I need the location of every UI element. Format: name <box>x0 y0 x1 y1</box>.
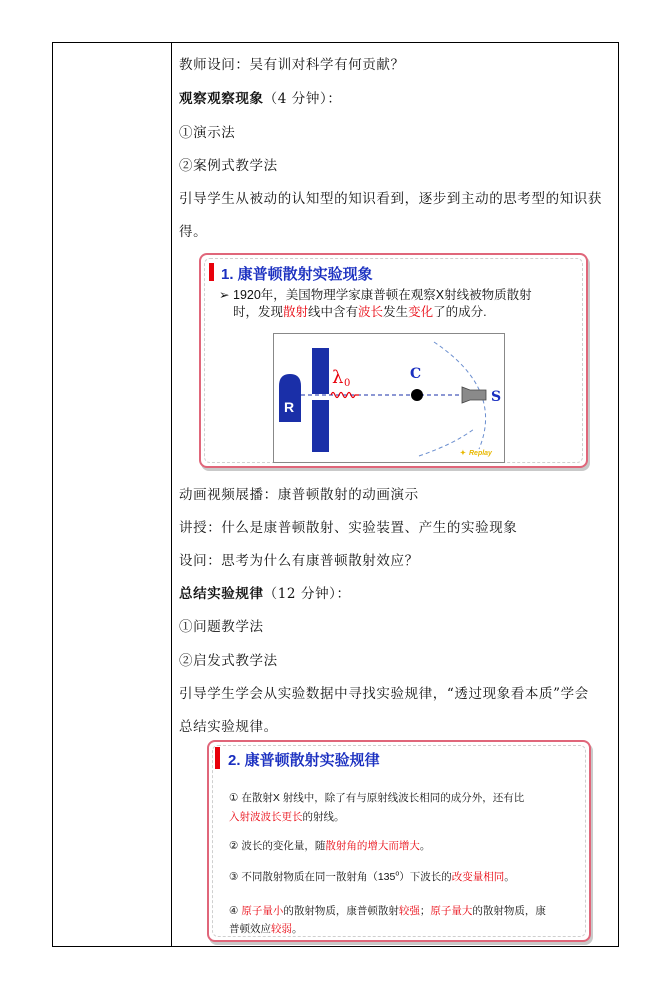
text-line: 讲授：什么是康普顿散射、实验装置、产生的实验现象 <box>179 520 518 536</box>
lambda-label: λ <box>332 367 344 388</box>
heading-bold: 观察观察现象 <box>179 91 264 107</box>
compton-diagram <box>273 333 505 463</box>
slide-title: 1. 康普顿散射实验现象 <box>221 266 373 283</box>
rule-4-line-2: 普顿效应较弱。 <box>229 923 303 935</box>
rule-4-line-1: ④ 原子量小的散射物质，康普顿散射较强；原子量大的散射物质，康 <box>229 905 546 917</box>
rule-1-line-1: ① 在散射X 射线中，除了有与原射线波长相同的成分外，还有比 <box>229 792 525 804</box>
rule-3: ③ 不同散射物质在同一散射角（135$^o$）下波长的改变量相同。 <box>229 870 515 883</box>
slide-compton-phenomenon <box>199 253 588 468</box>
replay-button[interactable]: Replay <box>469 450 492 457</box>
slit-lower <box>312 400 329 452</box>
text-line: ①问题教学法 <box>179 619 264 635</box>
scatterer-label: C <box>410 366 422 382</box>
text-line: ①演示法 <box>179 125 236 141</box>
section-heading <box>179 582 351 602</box>
bullet-marker: ➢ <box>219 288 230 302</box>
slide-compton-rules <box>207 740 591 942</box>
replay-star-icon[interactable]: ✦ <box>460 450 466 457</box>
compton-apparatus-svg <box>274 334 504 462</box>
title-marker <box>215 747 220 769</box>
lesson-table <box>52 42 619 947</box>
text-line: ②启发式教学法 <box>179 653 278 669</box>
text-line: 引导学生学会从实验数据中寻找实验规律，“透过现象看本质”学会 <box>179 686 589 702</box>
lambda-subscript: 0 <box>344 378 351 389</box>
heading-time: （12 分钟）： <box>263 586 351 602</box>
text-line: 总结实验规律。 <box>179 719 278 735</box>
text-line: 得。 <box>179 224 208 240</box>
text-line: 设问：思考为什么有康普顿散射效应？ <box>179 553 419 569</box>
bullet-line-1: 1920年，美国物理学家康普顿在观察X射线被物质散射 <box>233 288 532 302</box>
rule-1-line-2: 入射波波长更长的射线。 <box>229 811 345 823</box>
text-line: 引导学生从被动的认知型的知识看到，逐步到主动的思考型的知识获 <box>179 191 602 207</box>
column-divider <box>171 43 172 946</box>
detector-label: S <box>491 389 502 405</box>
heading-time: （4 分钟）： <box>263 91 342 107</box>
source-label: R <box>284 399 295 415</box>
slit-upper <box>312 348 329 394</box>
rule-2: ② 波长的变化量，随散射角的增大而增大。 <box>229 840 431 852</box>
slide-title: 2. 康普顿散射实验规律 <box>228 752 380 769</box>
scatterer-dot <box>411 389 423 401</box>
detector <box>462 387 486 403</box>
text-line: 动画视频展播：康普顿散射的动画演示 <box>179 487 419 503</box>
bullet-line-2: 时，发现散射线中含有波长发生变化了的成分. <box>233 305 487 319</box>
text-line: ②案例式教学法 <box>179 158 278 174</box>
section-heading <box>179 87 341 107</box>
heading-bold: 总结实验规律 <box>179 586 264 602</box>
text-line: 教师设问：吴有训对科学有何贡献？ <box>179 57 405 73</box>
title-marker <box>209 263 214 281</box>
